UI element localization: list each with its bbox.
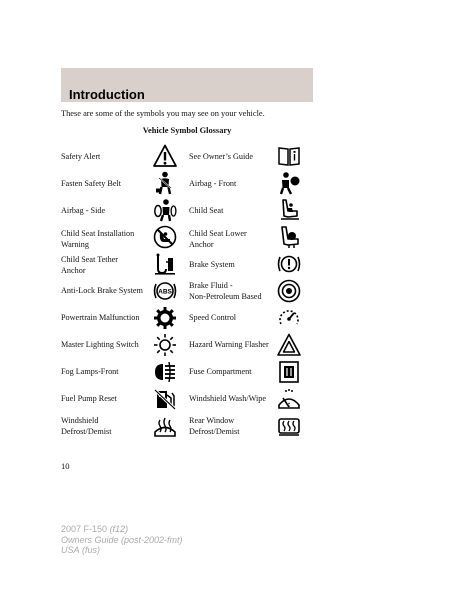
page-number: 10	[61, 461, 70, 471]
svg-text:ABS: ABS	[158, 288, 172, 296]
side-airbag-icon	[153, 198, 177, 222]
rear-defrost-icon	[277, 414, 301, 438]
footer-model: 2007 F-150	[61, 524, 108, 534]
washer-wiper-icon	[277, 387, 301, 411]
label-airbag-front: Airbag - Front	[189, 179, 237, 188]
label-child-seat: Child Seat	[189, 206, 224, 215]
label-rear-window-defrost-demist: Rear Window Defrost/Demist	[189, 416, 240, 436]
child-seat-icon	[277, 198, 301, 222]
label-child-seat-lower-anchor: Child Seat Lower Anchor	[189, 229, 247, 249]
seat-belt-icon	[153, 171, 177, 195]
label-brake-fluid: Brake Fluid - Non-Petroleum Based	[189, 281, 262, 301]
section-title: Introduction	[69, 87, 145, 102]
open-book-icon	[277, 144, 301, 168]
label-safety-alert: Safety Alert	[61, 152, 101, 161]
child-seat-prohibited-icon	[153, 225, 177, 249]
front-airbag-icon	[277, 171, 301, 195]
label-windshield-wash-wipe: Windshield Wash/Wipe	[189, 394, 266, 403]
speedometer-icon	[277, 306, 301, 330]
footer-region: USA	[61, 545, 80, 555]
label-speed-control: Speed Control	[189, 313, 237, 322]
lower-anchor-icon	[277, 225, 301, 249]
footer-guide: Owners Guide (post-2002-fmt)	[61, 534, 183, 545]
intro-text: These are some of the symbols you may see on your vehicle.	[61, 109, 265, 118]
fog-lamp-icon	[153, 360, 177, 384]
label-fuse-compartment: Fuse Compartment	[189, 367, 252, 376]
label-fuel-pump-reset: Fuel Pump Reset	[61, 394, 117, 403]
label-fog-lamps-front: Fog Lamps-Front	[61, 367, 119, 376]
fuel-pump-icon	[153, 387, 177, 411]
sun-light-icon	[153, 333, 177, 357]
document-footer	[61, 524, 183, 556]
gear-wrench-icon	[153, 306, 177, 330]
label-brake-system: Brake System	[189, 260, 235, 269]
label-hazard-warning-flasher: Hazard Warning Flasher	[189, 340, 269, 349]
label-master-lighting-switch: Master Lighting Switch	[61, 340, 139, 349]
label-see-owners-guide: See Owner’s Guide	[189, 152, 253, 161]
fuse-icon	[277, 360, 301, 384]
label-child-seat-tether-anchor: Child Seat Tether Anchor	[61, 255, 119, 275]
warning-triangle-icon	[153, 144, 177, 168]
footer-model-code: (f12)	[109, 524, 129, 534]
label-airbag-side: Airbag - Side	[61, 206, 106, 215]
label-anti-lock-brake-system: Anti-Lock Brake System	[61, 286, 143, 295]
brake-warning-icon	[277, 252, 301, 276]
glossary-title: Vehicle Symbol Glossary	[142, 126, 232, 135]
abs-icon	[153, 279, 177, 303]
label-child-seat-installation-warning: Child Seat Installation Warning	[61, 229, 135, 249]
footer-region-code: (fus)	[82, 545, 101, 555]
tether-anchor-icon	[153, 252, 177, 276]
front-defrost-icon	[153, 414, 177, 438]
hazard-triangle-icon	[277, 333, 301, 357]
label-powertrain-malfunction: Powertrain Malfunction	[61, 313, 140, 322]
label-fasten-safety-belt: Fasten Safety Belt	[61, 179, 122, 188]
label-windshield-defrost-demist: Windshield Defrost/Demist	[61, 416, 112, 436]
brake-fluid-icon	[277, 279, 301, 303]
